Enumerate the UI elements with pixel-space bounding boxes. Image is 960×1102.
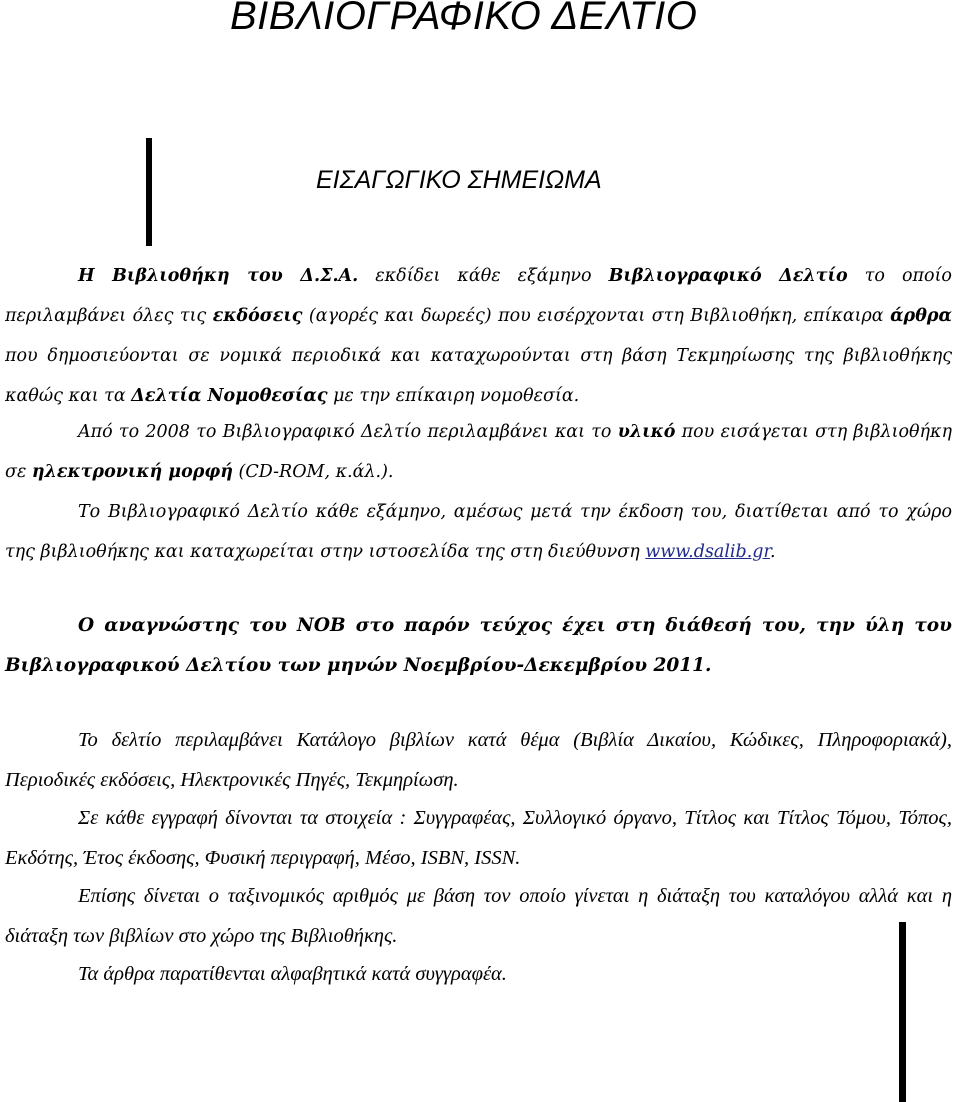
vertical-rule-bottom (899, 922, 906, 1102)
intro-text: με την επίκαιρη νομοθεσία. (327, 386, 580, 406)
intro-text: Το Βιβλιογραφικό Δελτίο κάθε εξάμηνο, αμέσως μετά την έκδοση του, διατίθεται από το χώρο της βιβλιοθήκης και καταχωρείται στην ιστοσελίδα της στη διεύθυνση (5, 502, 952, 562)
publications-term: εκδόσεις (212, 306, 303, 326)
material-term: υλικό (617, 422, 676, 442)
intro-text: εκδίδει κάθε εξάμηνο (358, 266, 609, 286)
intro-paragraph-2 (5, 412, 952, 492)
classification-paragraph: Επίσης δίνεται ο ταξινομικός αριθμός με βάση τον οποίο γίνεται η διάταξη του καταλόγου αλλά και η διάταξη των βιβλίων στο χώρο της Βιβλιοθήκης. (5, 885, 952, 947)
articles-order-paragraph: Τα άρθρα παρατίθενται αλφαβητικά κατά συγγραφέα. (78, 963, 507, 985)
website-link[interactable]: www.dsalib.gr (645, 542, 770, 562)
intro-paragraph-1 (5, 256, 952, 416)
contents-paragraph: Το δελτίο περιλαμβάνει Κατάλογο βιβλίων κατά θέμα (Βιβλία Δικαίου, Κώδικες, Πληροφοριακά), Περιοδικές εκδόσεις, Ηλεκτρονικές Πηγές, Τεκμηρίωση. (5, 729, 952, 791)
intro-text: που εισάγεται στη βιβλιοθήκη σε (5, 422, 953, 482)
library-name: Η Βιβλιοθήκη του Δ.Σ.Α. (78, 266, 359, 286)
page-title: ΒΙΒΛΙΟΓΡΑΦΙΚΟ ΔΕΛΤΙΟ (230, 0, 698, 38)
record-fields-paragraph: Σε κάθε εγγραφή δίνονται τα στοιχεία : Συγγραφέας, Συλλογικό όργανο, Τίτλος και Τίτλος Τόμου, Τόπος, Εκδότης, Έτος έκδοσης, Φυσική περιγραφή, Μέσο, ISBN, ISSN. (5, 807, 952, 869)
bulletin-term: Βιβλιογραφικό Δελτίο (608, 266, 848, 286)
intro-paragraph-3 (5, 492, 952, 572)
section-subtitle: ΕΙΣΑΓΩΓΙΚΟ ΣΗΜΕΙΩΜΑ (316, 166, 602, 194)
intro-text: που δημοσιεύονται σε νομικά περιοδικά και καταχωρούνται στη βάση Τεκμηρίωσης της βιβλιοθήκης καθώς και τα (5, 346, 952, 406)
legislation-bulletins-term: Δελτία Νομοθεσίας (131, 386, 328, 406)
intro-text: Από το 2008 το Βιβλιογραφικό Δελτίο περιλαμβάνει και το (78, 422, 618, 442)
vertical-rule-top (146, 138, 152, 246)
intro-text: το οποίο περιλαμβάνει όλες τις (5, 266, 952, 326)
intro-text: (CD-ROM, κ.άλ.). (232, 462, 394, 482)
electronic-form-term: ηλεκτρονική μορφή (31, 462, 233, 482)
intro-text: (αγορές και δωρεές) που εισέρχονται στη Βιβλιοθήκη, επίκαιρα (302, 306, 891, 326)
reader-notice: Ο αναγνώστης του ΝΟΒ στο παρόν τεύχος έχει στη διάθεσή του, την ύλη του Βιβλιογραφικού Δελτίου των μηνών Νοεμβρίου-Δεκεμβρίου 2011. (5, 615, 952, 676)
intro-text: . (769, 542, 776, 562)
articles-term: άρθρα (890, 306, 952, 326)
